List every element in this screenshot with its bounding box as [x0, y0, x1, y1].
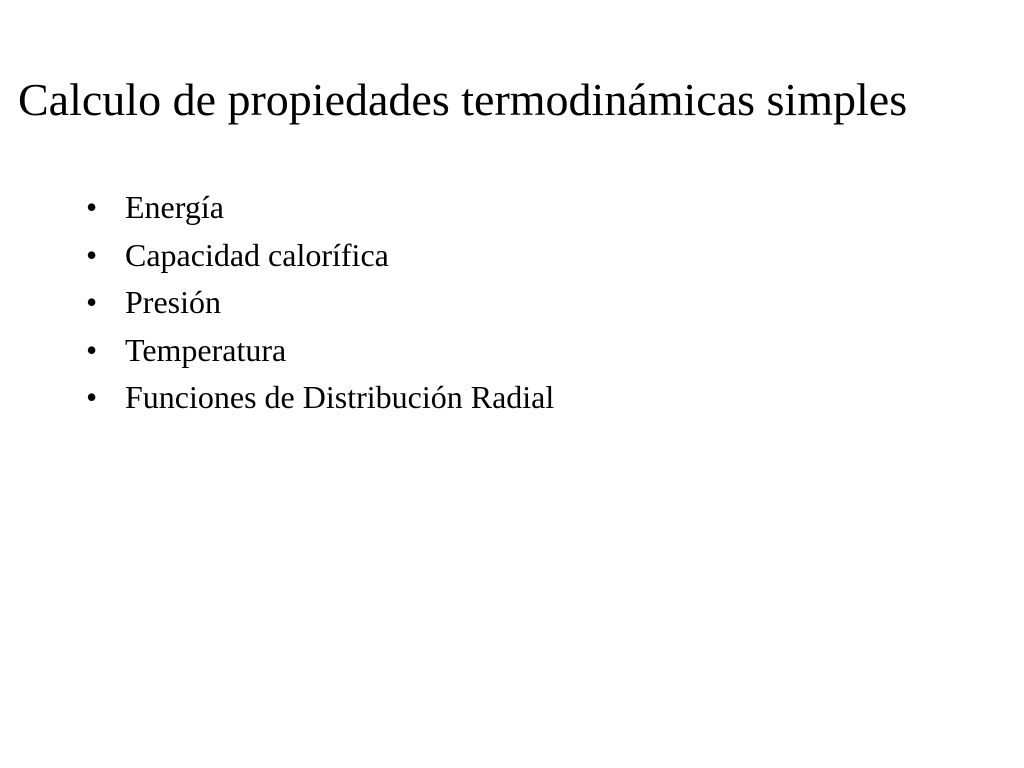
bullet-text: Funciones de Distribución Radial	[125, 379, 555, 415]
bullet-list	[86, 184, 554, 422]
bullet-icon: •	[86, 331, 98, 368]
bullet-icon: •	[86, 379, 98, 415]
bullet-item-presion	[86, 279, 554, 327]
slide-title: Calculo de propiedades termodinámicas simples	[18, 74, 908, 125]
bullet-text: Presión	[125, 284, 221, 320]
bullet-icon: •	[86, 189, 98, 225]
bullet-item-capacidad-calorifica	[86, 232, 554, 280]
bullet-item-temperatura	[86, 327, 554, 375]
bullet-item-energia	[86, 184, 554, 232]
bullet-icon: •	[86, 236, 98, 273]
bullet-text: Capacidad calorífica	[125, 236, 389, 273]
bullet-icon: •	[86, 284, 98, 320]
bullet-item-funciones-distribucion-radial	[86, 374, 554, 422]
bullet-text: Temperatura	[125, 331, 287, 368]
bullet-text: Energía	[125, 189, 224, 225]
